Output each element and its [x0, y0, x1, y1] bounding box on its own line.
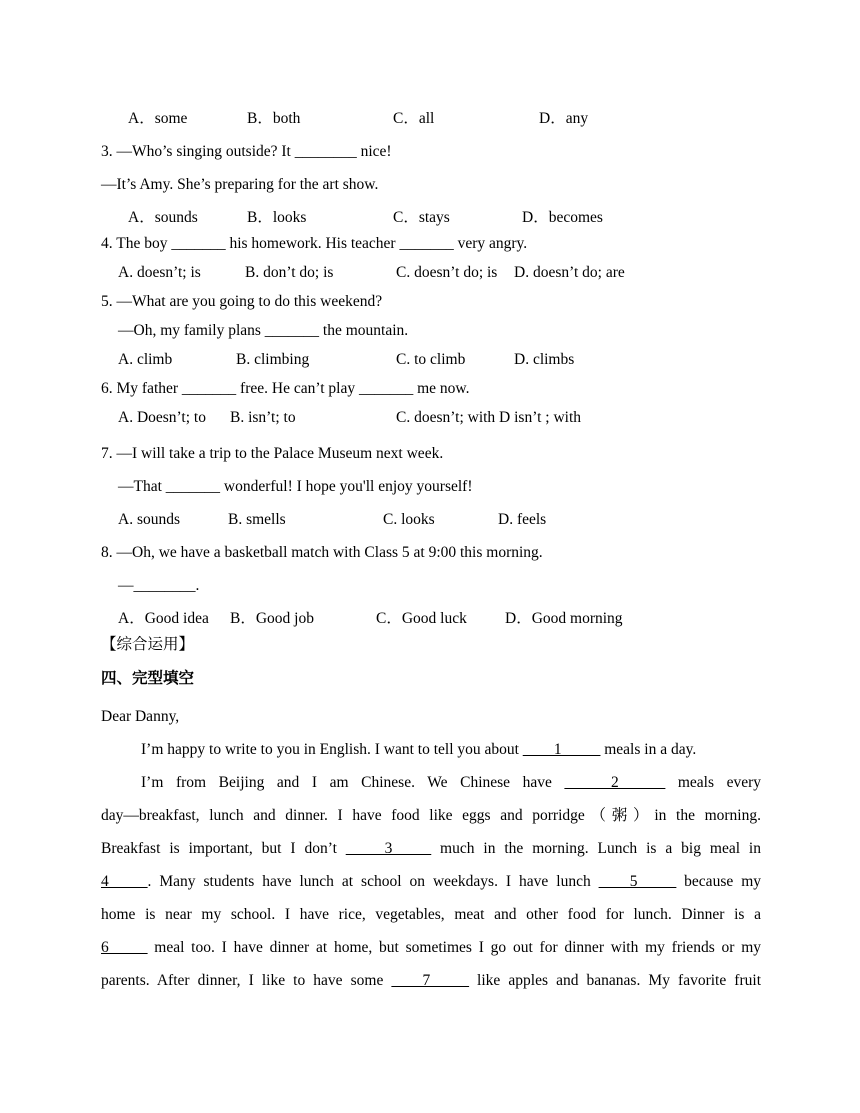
q8-option-b: B．Good job	[230, 610, 314, 627]
p2-text: Breakfast is important, but I don’t	[101, 840, 346, 857]
q5-option-a: A. climb	[118, 351, 173, 368]
p2-text: because my	[676, 873, 762, 890]
p2-text: home is near my school. I have rice, vegetables, meat and other food for lunch. Dinner is a	[101, 906, 761, 923]
q4-option-d: D. doesn’t do; are	[514, 264, 625, 281]
q4-stem: 4. The boy _______ his homework. His teacher _______ very angry.	[101, 235, 528, 252]
q8-stem: 8. —Oh, we have a basketball match with Class 5 at 9:00 this morning.	[101, 544, 543, 561]
q5-reply: —Oh, my family plans _______ the mountain.	[118, 322, 409, 339]
blank-4: 4_____	[101, 873, 148, 890]
letter-p2-line-6	[101, 939, 761, 957]
blank-7: ____7_____	[391, 972, 469, 989]
q2-option-d: D．any	[539, 110, 589, 127]
letter-p2-line-5	[101, 906, 761, 924]
q6-option-a: A. Doesn’t; to	[118, 409, 206, 426]
q4-option-c: C. doesn’t do; is	[396, 264, 498, 281]
q8-option-d: D．Good morning	[505, 610, 623, 627]
q4-option-a: A. doesn’t; is	[118, 264, 201, 281]
section-title: 四、完型填空	[101, 670, 195, 687]
section-tag: 【综合运用】	[101, 636, 195, 653]
q4-option-b: B. don’t do; is	[245, 264, 334, 281]
q7-option-c: C. looks	[383, 511, 435, 528]
p2-text: . Many students have lunch at school on weekdays. I have lunch	[147, 873, 599, 890]
q3-option-b: B．looks	[247, 209, 307, 226]
blank-1: ____1_____	[522, 741, 601, 758]
p2-text: much in the morning. Lunch is a big meal in	[431, 840, 761, 857]
q3-option-c: C．stays	[393, 209, 450, 226]
q7-option-d: D. feels	[498, 511, 547, 528]
q3-reply: —It’s Amy. She’s preparing for the art show.	[101, 176, 379, 193]
blank-6: 6_____	[101, 939, 148, 956]
q3-option-a: A．sounds	[128, 209, 198, 226]
p2-text: parents. After dinner, I like to have some	[101, 972, 392, 989]
q6-stem: 6. My father _______ free. He can’t play _______ me now.	[101, 380, 470, 397]
blank-5: ____5_____	[598, 873, 677, 890]
q7-reply: —That _______ wonderful! I hope you'll enjoy yourself!	[118, 478, 473, 495]
q5-stem: 5. —What are you going to do this weekend?	[101, 293, 383, 310]
q2-option-c: C．all	[393, 110, 435, 127]
q5-option-d: D. climbs	[514, 351, 575, 368]
letter-p2-line-3	[101, 840, 761, 858]
q8-option-c: C．Good luck	[376, 610, 467, 627]
p1-text-a: I’m happy to write to you in English. I want to tell you about	[141, 741, 523, 758]
letter-p2-line-2	[101, 807, 761, 825]
q7-option-a: A. sounds	[118, 511, 181, 528]
p2-text: day—breakfast, lunch and dinner. I have food like eggs and porridge（粥）in the morning.	[101, 807, 761, 824]
q3-stem: 3. —Who’s singing outside? It ________ nice!	[101, 143, 392, 160]
p2-text: I’m from Beijing and I am Chinese. We Chinese have	[141, 774, 565, 791]
blank-2: ______2______	[564, 774, 666, 791]
letter-greeting: Dear Danny,	[101, 708, 180, 725]
letter-p2-line-7	[101, 972, 761, 990]
letter-p2-line-4	[101, 873, 761, 891]
q2-option-a: A．some	[128, 110, 188, 127]
q5-option-b: B. climbing	[236, 351, 310, 368]
q7-stem: 7. —I will take a trip to the Palace Museum next week.	[101, 445, 444, 462]
q6-option-b: B. isn’t; to	[230, 409, 296, 426]
p2-text: like apples and bananas. My favorite fruit	[468, 972, 761, 989]
letter-p2-line-1	[141, 774, 761, 792]
p2-text: meal too. I have dinner at home, but sometimes I go out for dinner with my friends or my	[147, 939, 761, 956]
letter-paragraph-1	[141, 741, 696, 759]
blank-3: _____3_____	[345, 840, 432, 857]
q7-option-b: B. smells	[228, 511, 286, 528]
q8-reply: —________.	[118, 577, 200, 594]
p1-text-c: meals in a day.	[600, 741, 697, 758]
q8-option-a: A．Good idea	[118, 610, 209, 627]
q5-option-c: C. to climb	[396, 351, 466, 368]
q6-option-cd: C. doesn’t; with D isn’t ; with	[396, 409, 582, 426]
q3-option-d: D．becomes	[522, 209, 603, 226]
p2-text: meals every	[665, 774, 761, 791]
q2-option-b: B．both	[247, 110, 301, 127]
